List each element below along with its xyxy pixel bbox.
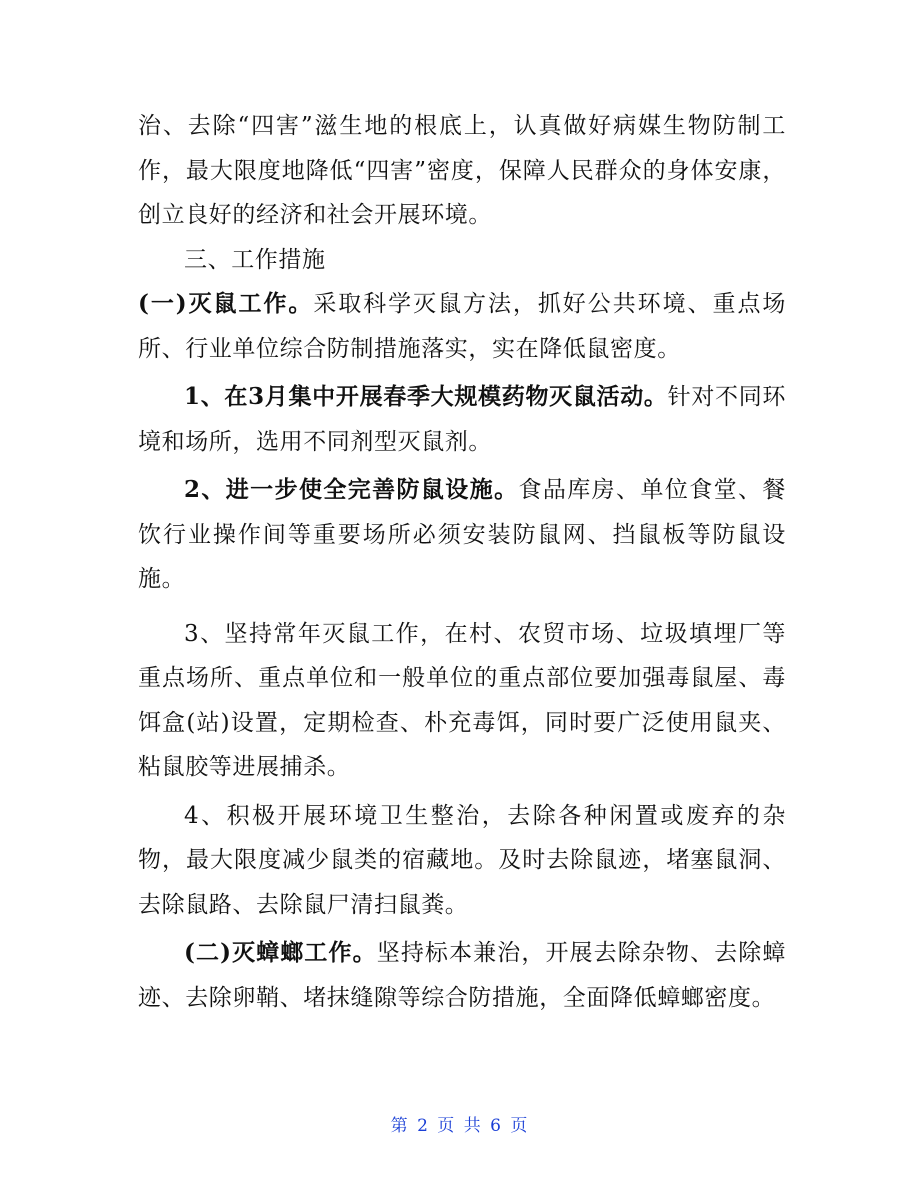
paragraph-item-1	[138, 375, 786, 464]
paragraph-text: 食品库房、单位食堂、餐饮行业操作间等重要场所必须安装防鼠网、挡鼠板等防鼠设施。	[138, 477, 786, 592]
paragraph-item-4	[138, 794, 786, 928]
document-body	[138, 104, 786, 1020]
paragraph-cockroach-control	[138, 931, 786, 1020]
paragraph-lead: (一)灭鼠工作。	[138, 290, 314, 317]
heading-text: 三、工作措施	[184, 246, 326, 273]
paragraph-lead: (二)灭蟑螂工作。	[184, 939, 377, 966]
paragraph-text: 3、坚持常年灭鼠工作，在村、农贸市场、垃圾填埋厂等重点场所、重点单位和一般单位的重点部位要加强毒鼠屋、毒饵盒(站)设置，定期检查、朴充毒饵，同时要广泛使用鼠夹、粘鼠胶等进展捕杀。	[138, 620, 786, 780]
paragraph-text: 4、积极开展环境卫生整治，去除各种闲置或废弃的杂物，最大限度减少鼠类的宿藏地。及时去除鼠迹，堵塞鼠洞、去除鼠路、去除鼠尸清扫鼠粪。	[138, 802, 786, 918]
section-heading-measures	[138, 238, 786, 283]
paragraph-intro-continuation	[138, 104, 786, 238]
paragraph-text: 针对不同环境和场所，选用不同剂型灭鼠剂。	[138, 384, 787, 455]
page-number-footer: 第 2 页 共 6 页	[390, 1116, 530, 1136]
paragraph-rodent-control	[138, 282, 786, 371]
paragraph-text: 采取科学灭鼠方法，抓好公共环境、重点场所、行业单位综合防制措施落实，实在降低鼠密度。	[138, 291, 786, 362]
paragraph-lead: 1、在3月集中开展春季大规模药物灭鼠活动。	[184, 383, 668, 410]
paragraph-lead: 2、进一步使全完善防鼠设施。	[184, 476, 519, 503]
paragraph-text: 坚持标本兼治，开展去除杂物、去除蟑迹、去除卵鞘、堵抹缝隙等综合防措施，全面降低蟑螂密度。	[138, 940, 786, 1011]
paragraph-text: 治、去除“四害”滋生地的根底上，认真做好病媒生物防制工作，最大限度地降低“四害”密度，保障人民群众的身体安康，创立良好的经济和社会开展环境。	[138, 113, 786, 228]
paragraph-item-3	[138, 612, 786, 790]
paragraph-item-2	[138, 468, 786, 602]
